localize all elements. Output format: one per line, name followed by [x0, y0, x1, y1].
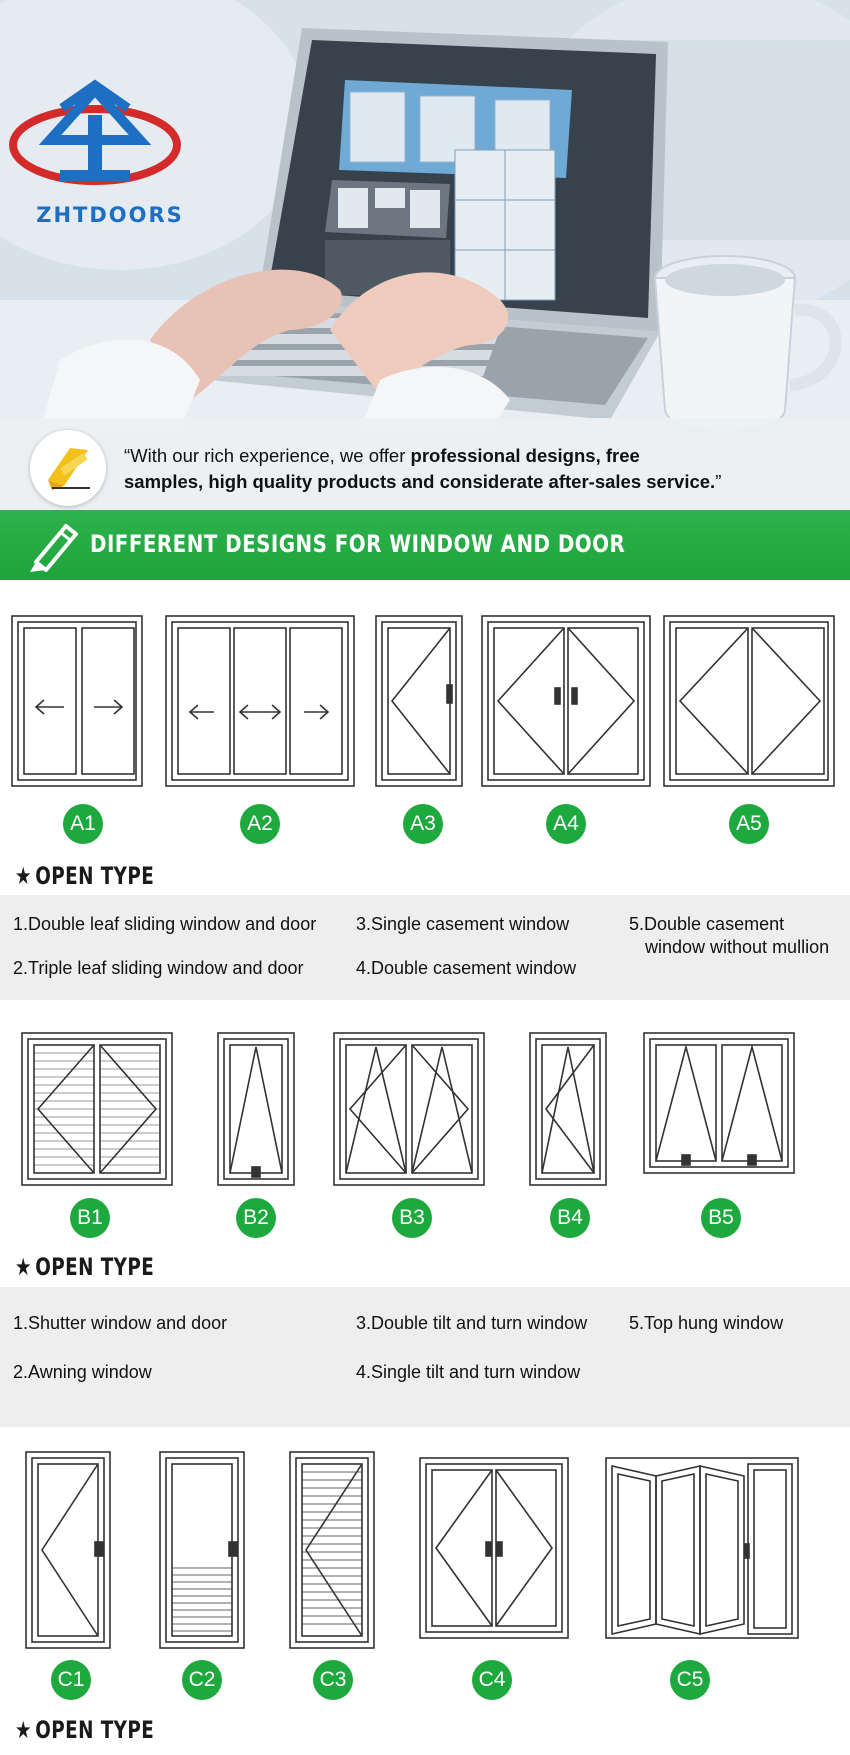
open-type-heading-a: ★ OPEN TYPE	[15, 862, 155, 890]
banner-title: DIFFERENT DESIGNS FOR WINDOW AND DOOR	[90, 530, 626, 558]
badge-c2: C2	[182, 1660, 222, 1700]
description-box-b	[0, 1287, 850, 1427]
drawing-b5	[644, 1033, 794, 1173]
drawing-b1	[22, 1033, 172, 1185]
item-b5: 5.Top hung window	[629, 1313, 784, 1333]
drawing-c3	[290, 1452, 374, 1648]
pencil-icon	[22, 518, 82, 574]
drawings-row-c	[0, 1448, 850, 1653]
logo-text: ZHTDOORS	[36, 203, 184, 227]
item-a2: 2.Triple leaf sliding window and door	[13, 958, 304, 978]
star-icon: ★	[15, 1716, 32, 1744]
badge-a2: A2	[240, 804, 280, 844]
badge-c5: C5	[670, 1660, 710, 1700]
item-b1: 1.Shutter window and door	[13, 1313, 228, 1333]
drawing-c4	[420, 1458, 568, 1638]
badge-b3: B3	[392, 1198, 432, 1238]
item-a4: 4.Double casement window	[356, 958, 577, 978]
drawing-c5	[606, 1458, 798, 1638]
badge-a1: A1	[63, 804, 103, 844]
drawing-c1	[26, 1452, 110, 1648]
drawing-a2	[166, 616, 354, 786]
drawings-row-a	[0, 600, 850, 795]
badge-b4: B4	[550, 1198, 590, 1238]
drawing-b4	[530, 1033, 606, 1185]
item-a3: 3.Single casement window	[356, 914, 570, 934]
drawings-row-b	[0, 1025, 850, 1190]
badge-c1: C1	[51, 1660, 91, 1700]
drawing-a4	[482, 616, 650, 786]
drawing-a3	[376, 616, 462, 786]
item-a5: 5.Double casement	[629, 914, 785, 934]
badge-b5: B5	[701, 1198, 741, 1238]
item-a5-cont: window without mullion	[645, 937, 830, 957]
item-b2: 2.Awning window	[13, 1362, 152, 1382]
open-type-heading-c: ★ OPEN TYPE	[15, 1716, 155, 1744]
drawing-a1	[12, 616, 142, 786]
badge-c4: C4	[472, 1660, 512, 1700]
badge-c3: C3	[313, 1660, 353, 1700]
badge-a3: A3	[403, 804, 443, 844]
drawing-a5	[664, 616, 834, 786]
open-type-heading-b: ★ OPEN TYPE	[15, 1253, 155, 1281]
badge-b1: B1	[70, 1198, 110, 1238]
quote-text: “With our rich experience, we offer professional designs, free samples, high quality products and considerate after-sales service.”	[124, 445, 722, 492]
item-b4: 4.Single tilt and turn window	[356, 1362, 581, 1382]
star-icon: ★	[15, 862, 32, 890]
drawing-b3	[334, 1033, 484, 1185]
badge-b2: B2	[236, 1198, 276, 1238]
badge-a5: A5	[729, 804, 769, 844]
item-a1: 1.Double leaf sliding window and door	[13, 914, 317, 934]
pencil-ruler-icon	[30, 430, 106, 506]
item-b3: 3.Double tilt and turn window	[356, 1313, 588, 1333]
star-icon: ★	[15, 1253, 32, 1281]
drawing-b2	[218, 1033, 294, 1185]
drawing-c2	[160, 1452, 244, 1648]
hero-banner	[0, 0, 850, 510]
badge-a4: A4	[546, 804, 586, 844]
